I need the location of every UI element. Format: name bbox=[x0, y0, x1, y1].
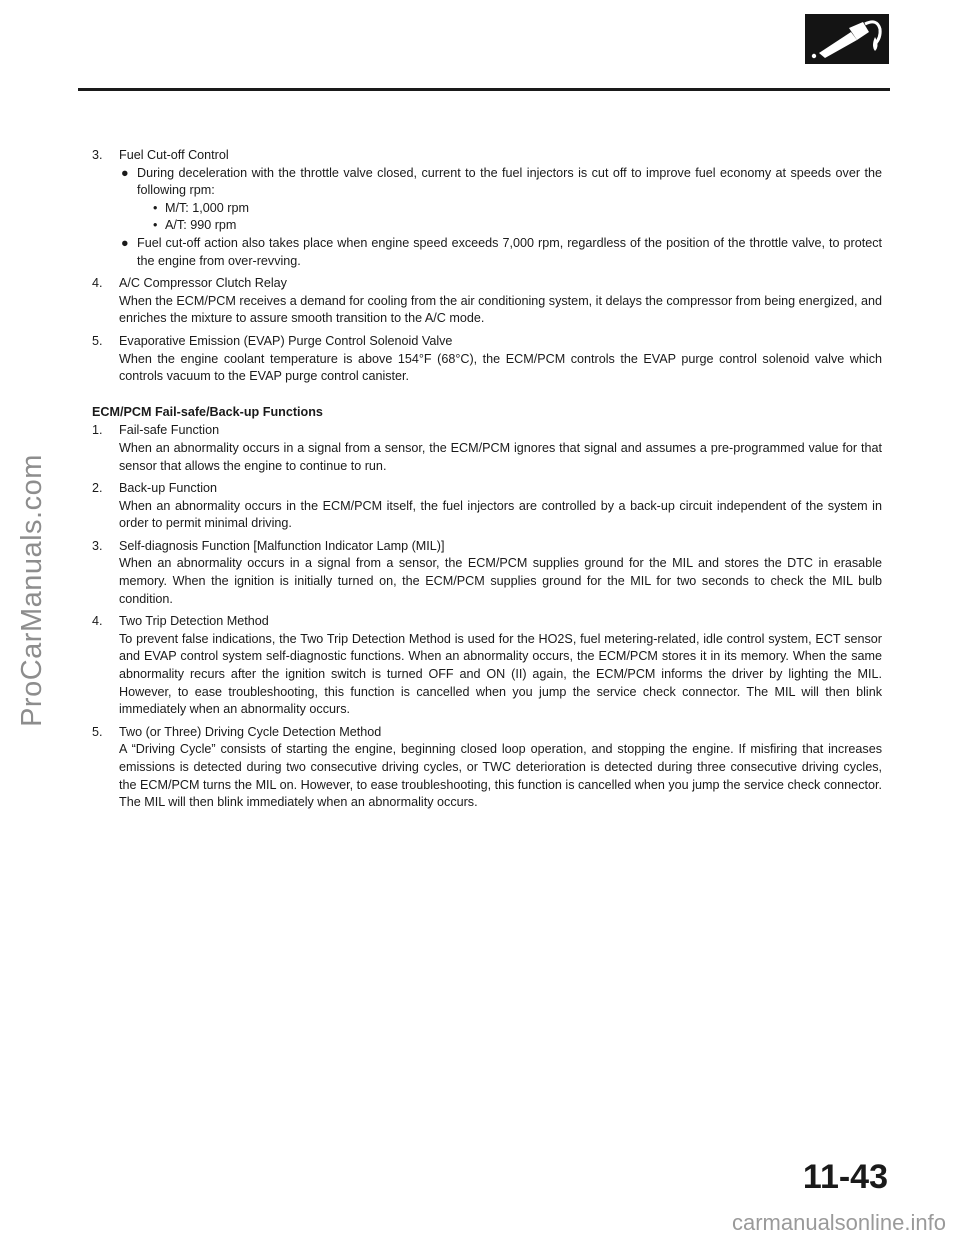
item-title: Self-diagnosis Function [Malfunction Indicator Lamp (MIL)] bbox=[119, 538, 445, 553]
failsafe-item-5 bbox=[92, 724, 882, 812]
watermark bbox=[12, 380, 52, 800]
sub-bullet-icon: • bbox=[153, 200, 158, 215]
item-title: Two (or Three) Driving Cycle Detection Method bbox=[119, 724, 382, 739]
item-title: Back-up Function bbox=[119, 481, 218, 496]
main-content bbox=[92, 147, 882, 817]
bullet-item bbox=[121, 235, 882, 270]
section-fuel-cutoff bbox=[92, 147, 882, 270]
item-number: 4. bbox=[92, 276, 103, 291]
item-text: A “Driving Cycle” consists of starting the engine, beginning closed loop operation, and stopping the engine. If misfiring that increases emissions is detected during two consecutive driving cycles, or TWC deterioration is detected during three consecutive driving cycles, the ECM/PCM turns the MIL on. However, to ease troubleshooting, this function is cancelled when you jump the service check connector. The MIL will then blink immediately when an abnormality occurs. bbox=[119, 742, 882, 810]
item-number: 4. bbox=[92, 614, 103, 629]
page-number: 11-43 bbox=[802, 1158, 888, 1196]
item-text: To prevent false indications, the Two Trip Detection Method is used for the HO2S, fuel metering-related, idle control system, ECT sensor and EVAP control system self-diagnostic functions. When an abnormality occurs, the ECM/PCM stores it in its memory. When the same abnormality recurs after the ignition switch is turned OFF and ON (II) again, the ECM/PCM informs the driver by lighting the MIL. However, to ease troubleshooting, this function is cancelled when you jump the service check connector. The MIL will then blink immediately when an abnormality occurs. bbox=[119, 631, 882, 717]
bullet-text: During deceleration with the throttle valve closed, current to the fuel injectors is cut off to improve fuel economy at speeds over the following rpm: bbox=[137, 165, 882, 198]
item-text: When an abnormality occurs in a signal from a sensor, the ECM/PCM supplies ground for the MIL and stores the DTC in erasable memory. When the ignition is initially turned on, the ECM/PCM supplies ground for the MIL for two seconds to check the MIL bulb condition. bbox=[119, 556, 882, 606]
item-number: 1. bbox=[92, 423, 103, 438]
section-evap-purge bbox=[92, 333, 882, 386]
failsafe-item-2 bbox=[92, 480, 882, 533]
sub-item bbox=[153, 200, 882, 218]
item-title: Fuel Cut-off Control bbox=[119, 148, 229, 162]
item-title: Fail-safe Function bbox=[119, 423, 220, 438]
bullet-item bbox=[121, 165, 882, 235]
item-text: When the ECM/PCM receives a demand for cooling from the air conditioning system, it delays the compressor from being energized, and enriches the mixture to assure smooth transition to the A/C mode. bbox=[119, 293, 882, 326]
item-text: When an abnormality occurs in a signal from a sensor, the ECM/PCM ignores that signal and assumes a pre-programmed value for that sensor that allows the engine to continue to run. bbox=[119, 440, 882, 473]
item-number: 2. bbox=[92, 481, 103, 496]
fuel-nozzle-icon bbox=[805, 14, 889, 64]
item-number: 3. bbox=[92, 148, 103, 162]
item-number: 3. bbox=[92, 538, 103, 553]
item-title: Evaporative Emission (EVAP) Purge Control Solenoid Valve bbox=[119, 333, 453, 348]
failsafe-item-4 bbox=[92, 613, 882, 719]
header-rule bbox=[78, 88, 890, 91]
section-ac-relay bbox=[92, 275, 882, 328]
item-text: When the engine coolant temperature is above 154°F (68°C), the ECM/PCM controls the EVAP purge control solenoid valve which controls vacuum to the EVAP purge control canister. bbox=[119, 351, 882, 384]
sub-item-text: A/T: 990 rpm bbox=[165, 218, 237, 233]
sub-item-text: M/T: 1,000 rpm bbox=[165, 200, 249, 215]
failsafe-item-3 bbox=[92, 538, 882, 608]
bullet-icon: ● bbox=[121, 165, 129, 180]
item-number: 5. bbox=[92, 724, 103, 739]
footer-url: carmanualsonline.info bbox=[731, 1210, 946, 1235]
bullet-icon: ● bbox=[121, 235, 129, 250]
watermark-text: ProCarManuals.com bbox=[15, 453, 48, 727]
bullet-text: Fuel cut-off action also takes place when engine speed exceeds 7,000 rpm, regardless of the position of the throttle valve, to protect the engine from over-revving. bbox=[137, 235, 882, 268]
sub-item bbox=[153, 217, 882, 235]
item-title: Two Trip Detection Method bbox=[119, 614, 269, 629]
item-number: 5. bbox=[92, 333, 103, 348]
sub-bullet-icon: • bbox=[153, 218, 158, 233]
item-text: When an abnormality occurs in the ECM/PCM itself, the fuel injectors are controlled by a back-up circuit independent of the system in order to permit minimal driving. bbox=[119, 498, 882, 531]
failsafe-item-1 bbox=[92, 422, 882, 475]
item-title: A/C Compressor Clutch Relay bbox=[119, 276, 287, 291]
section-heading: ECM/PCM Fail-safe/Back-up Functions bbox=[92, 404, 323, 419]
